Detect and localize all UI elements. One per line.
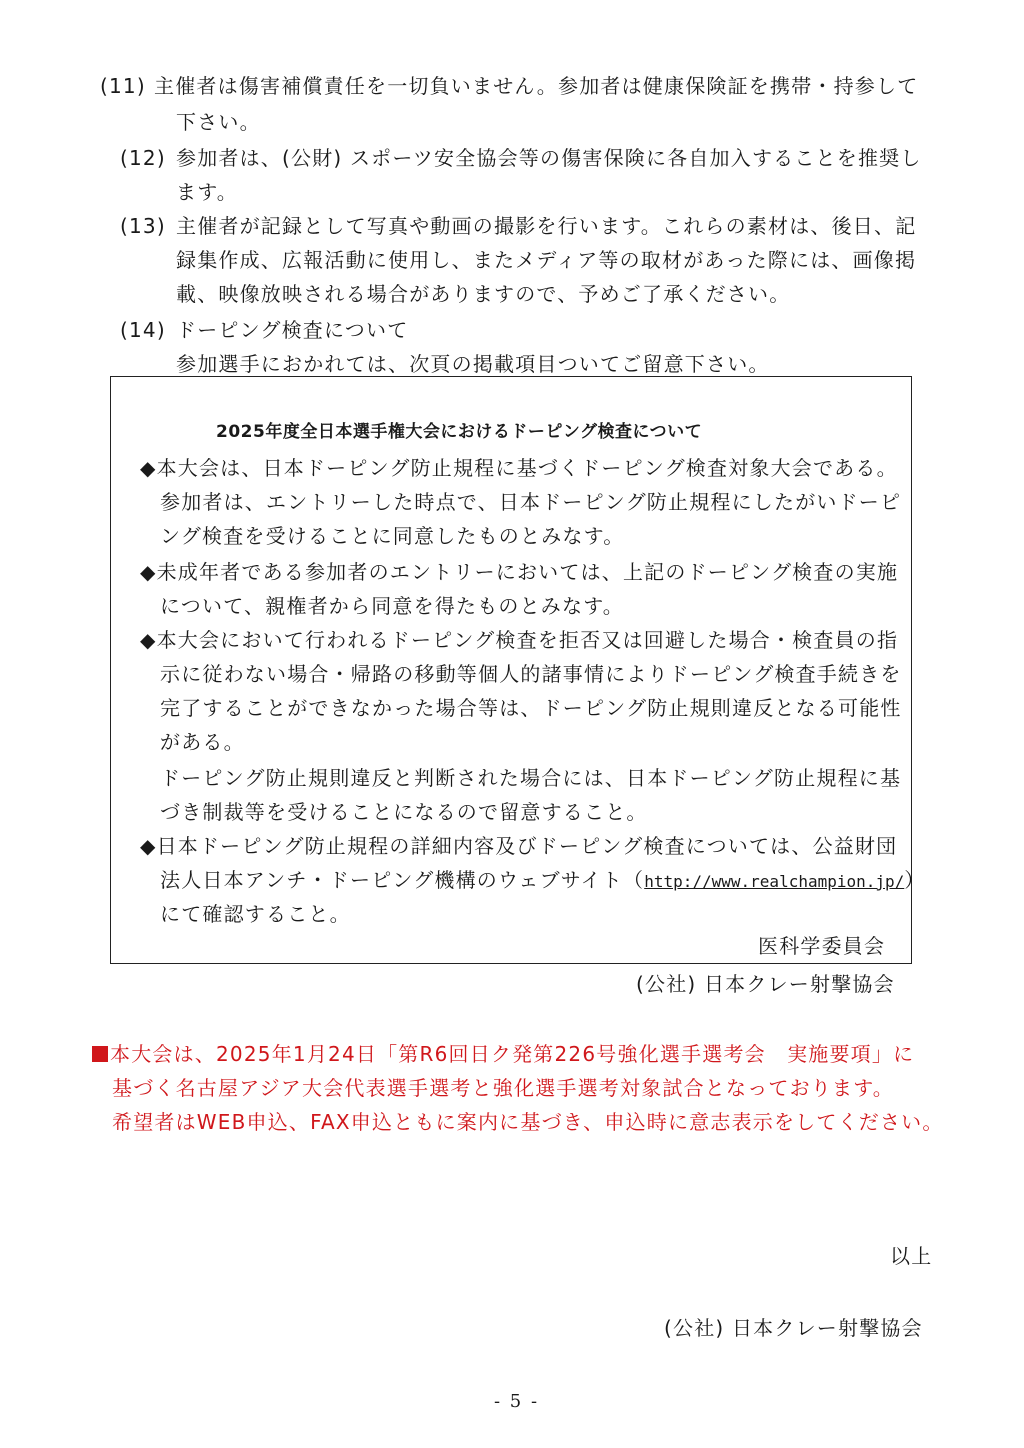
- doping-bullet-1: ◆本大会は、日本ドーピング防止規程に基づくドーピング検査対象大会である。: [140, 456, 898, 480]
- doping-bullet-1-cont: 参加者は、エントリーした時点で、日本ドーピング防止規程にしたがいドーピ: [160, 490, 902, 514]
- doping-box-title: 2025年度全日本選手権大会におけるドーピング検査について: [216, 422, 703, 442]
- doping-bullet-4: ◆日本ドーピング防止規程の詳細内容及びドーピング検査については、公益財団: [140, 834, 898, 858]
- doping-bullet-3-cont: 示に従わない場合・帰路の移動等個人的諸事情によりドーピング検査手続きを: [160, 662, 902, 686]
- doping-bullet-4-cont2: にて確認すること。: [160, 902, 351, 926]
- doping-bullet-4-cont: [160, 866, 926, 896]
- item-13-text-cont2: 載、映像放映される場合がありますので、予めご了承ください。: [176, 282, 791, 306]
- item-13-text-cont: 録集作成、広報活動に使用し、またメディア等の取材があった際には、画像掲: [176, 248, 917, 272]
- realchampion-link[interactable]: http://www.realchampion.jp/: [644, 872, 905, 891]
- box-organization-name: (公社) 日本クレー射撃協会: [636, 972, 895, 996]
- red-square-icon: [92, 1046, 108, 1062]
- doping-bullet-3-cont4: ドーピング防止規則違反と判断された場合には、日本ドーピング防止規程に基: [160, 766, 902, 790]
- doping-bullet-4-text: 法人日本アンチ・ドーピング機構のウェブサイト（: [160, 868, 645, 892]
- doping-bullet-2: ◆未成年者である参加者のエントリーにおいては、上記のドーピング検査の実施: [140, 560, 899, 584]
- doping-bullet-3: ◆本大会において行われるドーピング検査を拒否又は回避した場合・検査員の指: [140, 628, 899, 652]
- footer-organization-name: (公社) 日本クレー射撃協会: [664, 1316, 923, 1340]
- item-14-text-cont: 参加選手におかれては、次頁の掲載項目ついてご留意下さい。: [176, 352, 770, 376]
- item-12-text: 参加者は、(公財) スポーツ安全協会等の傷害保険に各自加入することを推奨し: [176, 146, 922, 170]
- page-number: - 5 -: [494, 1391, 540, 1412]
- selection-notice-text: 本大会は、2025年1月24日「第R6回日ク発第226号強化選手選考会 実施要項」に: [110, 1042, 915, 1066]
- doping-bullet-3-cont5: づき制裁等を受けることになるので留意すること。: [160, 800, 648, 824]
- item-13-text: 主催者が記録として写真や動画の撮影を行います。これらの素材は、後日、記: [176, 214, 917, 238]
- item-14-number: (14): [120, 318, 166, 342]
- item-13-number: (13): [120, 214, 166, 238]
- item-11-text: 主催者は傷害補償責任を一切負いません。参加者は健康保険証を携帯・持参して: [154, 74, 919, 98]
- doping-bullet-1-cont2: ング検査を受けることに同意したものとみなす。: [160, 524, 625, 548]
- closing-mark: 以上: [890, 1244, 933, 1268]
- committee-name: 医科学委員会: [758, 934, 886, 958]
- item-14-text: ドーピング検査について: [176, 318, 409, 342]
- item-11-number: (11): [100, 74, 146, 98]
- selection-notice-cont: 基づく名古屋アジア大会代表選手選考と強化選手選考対象試合となっております。: [112, 1076, 894, 1100]
- selection-notice: [92, 1040, 914, 1068]
- item-12-text-cont: ます。: [176, 180, 238, 204]
- item-11-text-cont: 下さい。: [176, 110, 261, 134]
- doping-bullet-2-cont: について、親権者から同意を得たものとみなす。: [160, 594, 624, 618]
- doping-bullet-3-cont3: がある。: [160, 730, 245, 754]
- doping-bullet-3-cont2: 完了することができなかった場合等は、ドーピング防止規則違反となる可能性: [160, 696, 902, 720]
- item-12-number: (12): [120, 146, 166, 170]
- doping-bullet-4-paren: ）: [904, 868, 926, 892]
- selection-notice-cont2: 希望者はWEB申込、FAX申込ともに案内に基づき、申込時に意志表示をしてください。: [112, 1110, 944, 1134]
